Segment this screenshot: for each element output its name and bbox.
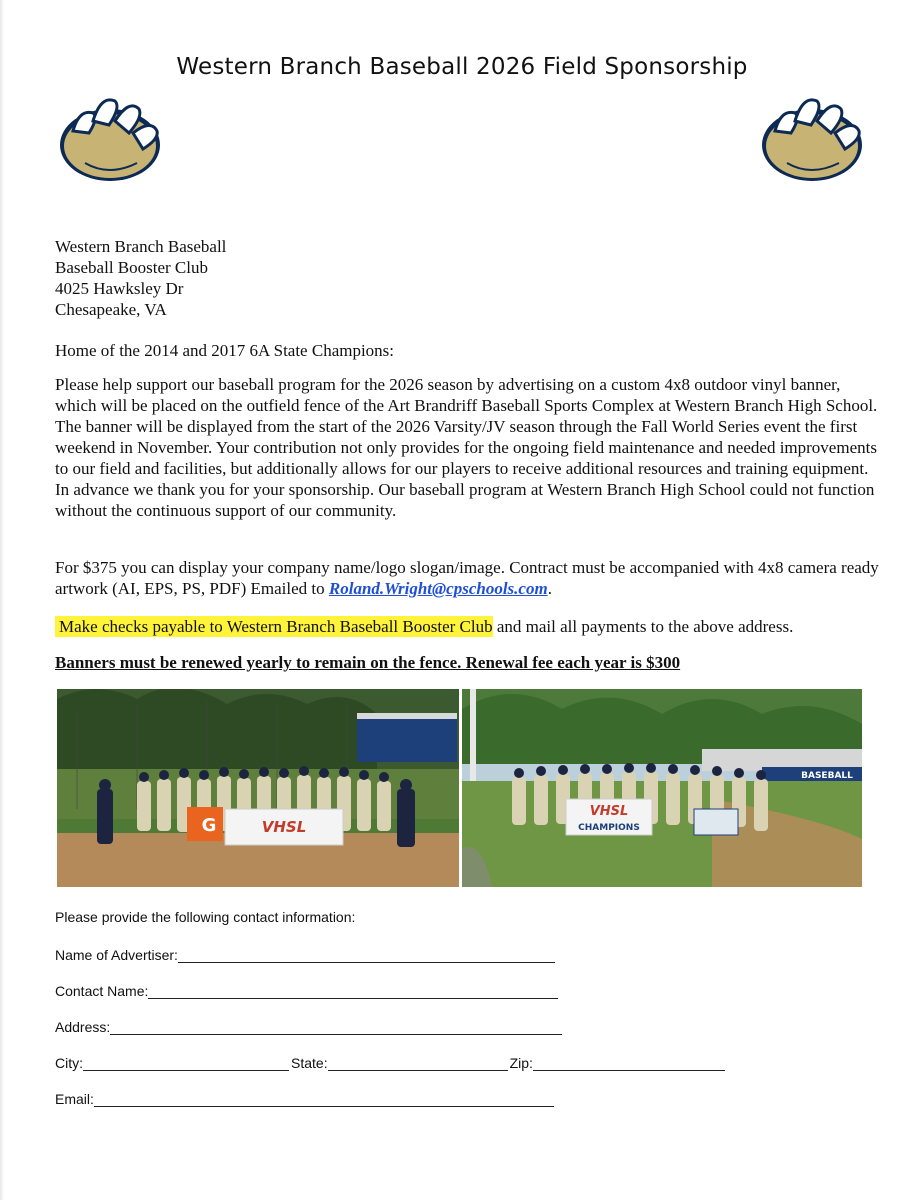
paw-logo-right-icon — [757, 93, 867, 185]
address-row — [55, 1015, 564, 1035]
zip-label: Zip: — [509, 1055, 533, 1071]
zip-field[interactable] — [533, 1056, 725, 1071]
price-end: . — [547, 579, 552, 598]
form-intro: Please provide the following contact information: — [55, 909, 356, 925]
address-label: Address: — [55, 1019, 111, 1035]
address-line-4: Chesapeake, VA — [55, 300, 167, 319]
address-line-2: Baseball Booster Club — [55, 258, 208, 277]
page-title: Western Branch Baseball 2026 Field Sponsorship — [176, 54, 748, 80]
city-state-zip-row — [55, 1051, 727, 1071]
mailing-address — [55, 236, 455, 320]
advertiser-label: Name of Advertiser: — [55, 947, 178, 963]
checks-rest: and mail all payments to the above address. — [492, 617, 794, 636]
price-text: For $375 you can display your company name/logo slogan/image. Contract must be accompanied with 4x8 camera ready artwork (AI, EPS, PS, PDF) Emailed to — [55, 558, 879, 598]
team-photo-right — [462, 689, 862, 887]
contact-label: Contact Name: — [55, 983, 149, 999]
email-row — [55, 1087, 556, 1107]
home-statement: Home of the 2014 and 2017 6A State Champions: — [55, 341, 395, 360]
email-field[interactable] — [94, 1092, 554, 1107]
sponsorship-paragraph: Please help support our baseball program for the 2026 season by advertising on a custom 4x8 outdoor vinyl banner, which will be placed on the outfield fence of the Art Brandriff Baseball Sports Complex at Western Branch High School. The banner will be displayed from the start of the 2026 Varsity/JV season through the Fall World Series event the first weekend in November. Your contribution not only provides for the ongoing field maintenance and needed improvements to our field and facilities, but additionally allows for our players to receive additional resources and training equipment. In advance we thank you for your sponsorship. Our baseball program at Western Branch High School could not function without the continuous support of our community. — [55, 375, 878, 520]
right-fence-text: BASEBALL — [801, 771, 853, 781]
city-field[interactable] — [83, 1056, 289, 1071]
email-link[interactable]: Roland.Wright@cpschools.com — [328, 579, 548, 598]
address-line-3: 4025 Hawksley Dr — [55, 279, 184, 298]
left-banner-text: VHSL — [261, 818, 307, 836]
renewal-notice: Banners must be renewed yearly to remain on the fence. Renewal fee each year is $300 — [55, 653, 681, 672]
price-paragraph — [55, 557, 881, 599]
right-banner-subtext: CHAMPIONS — [578, 823, 640, 833]
advertiser-row — [55, 943, 557, 963]
advertiser-field[interactable] — [178, 948, 555, 963]
gatorade-sign-letter: G — [201, 815, 217, 836]
address-line-1: Western Branch Baseball — [55, 237, 227, 256]
address-field[interactable] — [110, 1020, 562, 1035]
team-photo-left — [57, 689, 459, 887]
checks-instruction — [55, 616, 895, 637]
contact-field[interactable] — [148, 984, 558, 999]
city-label: City: — [55, 1055, 83, 1071]
page-edge — [0, 0, 4, 1200]
paw-logo-left-icon — [55, 93, 165, 185]
right-banner-text: VHSL — [589, 804, 629, 819]
contact-row — [55, 979, 560, 999]
state-field[interactable] — [328, 1056, 508, 1071]
checks-highlight: Make checks payable to Western Branch Baseball Booster Club — [55, 616, 493, 637]
email-label: Email: — [55, 1091, 94, 1107]
state-label: State: — [291, 1055, 328, 1071]
